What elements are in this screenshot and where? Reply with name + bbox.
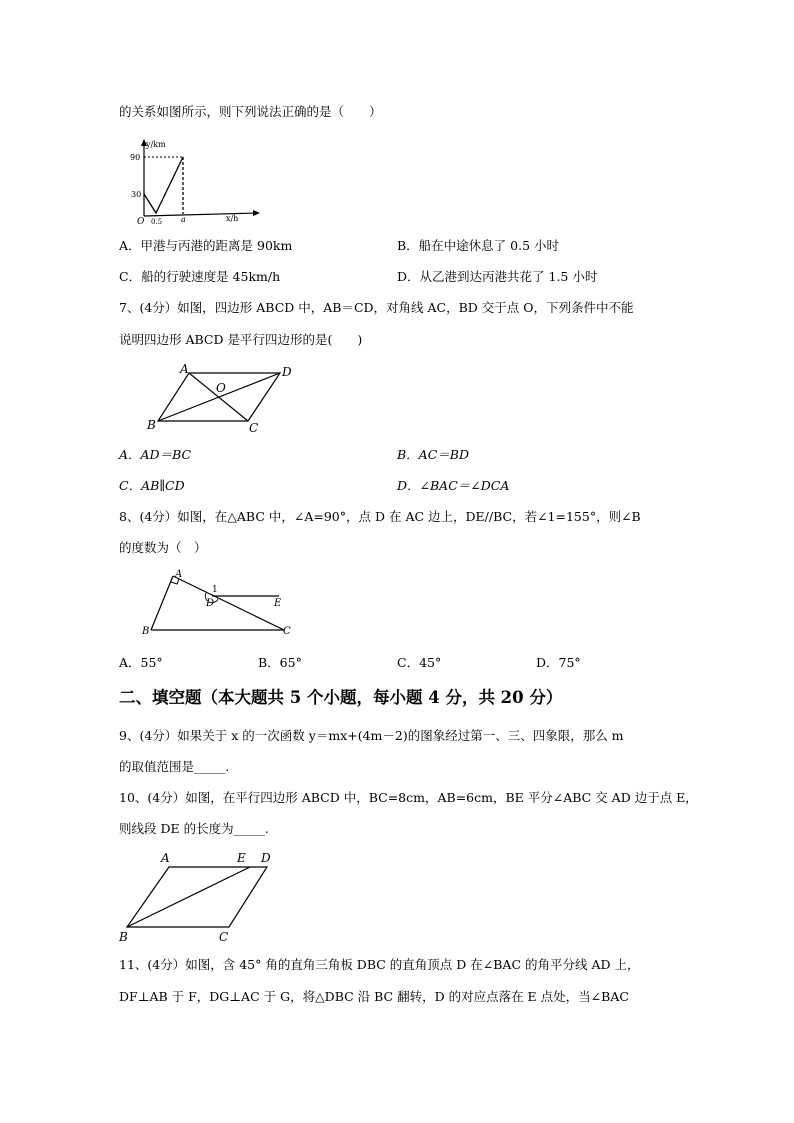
q8-point-d: D <box>206 598 215 609</box>
q10-parallelogram-figure <box>115 848 285 944</box>
q8-vertex-a: A <box>175 569 183 580</box>
q10-vertex-b: B <box>119 930 128 944</box>
y-axis-label: y/km <box>146 140 166 149</box>
q8-option-b: B．65° <box>258 655 302 670</box>
q10-vertex-d: D <box>261 851 271 865</box>
x-tick-05: 0.5 <box>151 218 163 226</box>
q10-vertex-a: A <box>161 851 170 865</box>
q8-stem-line1: 8、(4分）如图，在△ABC 中，∠A=90°，点 D 在 AC 边上，DE//BC，若∠1=155°，则∠B <box>119 509 641 524</box>
q7-option-b: B．AC＝BD <box>397 447 469 462</box>
q8-angle-1: 1 <box>212 585 218 595</box>
q7-vertex-d: D <box>282 365 292 379</box>
x-axis-label: x/h <box>226 214 239 223</box>
q8-option-c: C．45° <box>397 655 442 670</box>
q7-option-a: A．AD＝BC <box>119 447 192 462</box>
x-tick-a: a <box>181 215 186 224</box>
q7-option-c: C．AB∥CD <box>119 478 185 493</box>
q8-option-a: A．55° <box>119 655 163 670</box>
q10-vertex-c: C <box>219 930 229 944</box>
section-2-title: 二、填空题（本大题共 5 个小题，每小题 4 分，共 20 分） <box>119 688 563 707</box>
q6-stem-tail: 的关系如图所示，则下列说法正确的是（ ） <box>119 104 382 119</box>
origin-label: O <box>137 217 145 227</box>
q6-option-a: A．甲港与丙港的距离是 90km <box>119 238 293 253</box>
y-tick-90: 90 <box>130 153 141 162</box>
q8-triangle-figure <box>140 568 300 640</box>
y-tick-30: 30 <box>131 190 142 199</box>
q6-option-d: D．从乙港到达丙港共花了 1.5 小时 <box>397 269 598 284</box>
q7-stem-line1: 7、(4分）如图，四边形 ABCD 中，AB＝CD，对角线 AC，BD 交于点 O，下列条件中不能 <box>119 300 634 315</box>
q6-option-c: C．船的行驶速度是 45km/h <box>119 269 281 284</box>
q7-vertex-c: C <box>249 421 259 435</box>
q7-parallelogram-figure <box>145 362 305 434</box>
q6-option-b: B．船在中途休息了 0.5 小时 <box>397 238 560 253</box>
q7-vertex-a: A <box>180 362 189 376</box>
q8-stem-line2: 的度数为（ ） <box>119 540 207 555</box>
q7-option-d: D．∠BAC＝∠DCA <box>397 478 510 493</box>
q9-stem-line1: 9、(4分）如果关于 x 的一次函数 y＝mx+(4m－2)的图象经过第一、三、四象限，那么 m <box>119 728 624 743</box>
q7-stem-line2: 说明四边形 ABCD 是平行四边形的是( ) <box>119 332 363 347</box>
q8-vertex-b: B <box>142 626 150 637</box>
q7-vertex-b: B <box>147 418 156 432</box>
q7-point-o: O <box>216 381 226 395</box>
q8-vertex-c: C <box>283 626 291 637</box>
q11-stem-line1: 11、(4分）如图，含 45° 角的直角三角板 DBC 的直角顶点 D 在∠BAC 的角平分线 AD 上， <box>119 957 640 972</box>
q10-stem-line2: 则线段 DE 的长度为_____. <box>119 821 269 836</box>
q8-option-d: D．75° <box>536 655 581 670</box>
q10-stem-line1: 10、(4分）如图，在平行四边形 ABCD 中，BC=8cm，AB=6cm，BE 平分∠ABC 交 AD 边于点 E， <box>119 790 698 805</box>
q11-stem-line2: DF⊥AB 于 F，DG⊥AC 于 G，将△DBC 沿 BC 翻转，D 的对应点落在 E 点处，当∠BAC <box>119 989 629 1004</box>
q10-point-e: E <box>237 851 246 865</box>
q9-stem-line2: 的取值范围是_____. <box>119 759 230 774</box>
q6-distance-time-graph <box>130 136 270 226</box>
q8-point-e: E <box>274 598 282 609</box>
